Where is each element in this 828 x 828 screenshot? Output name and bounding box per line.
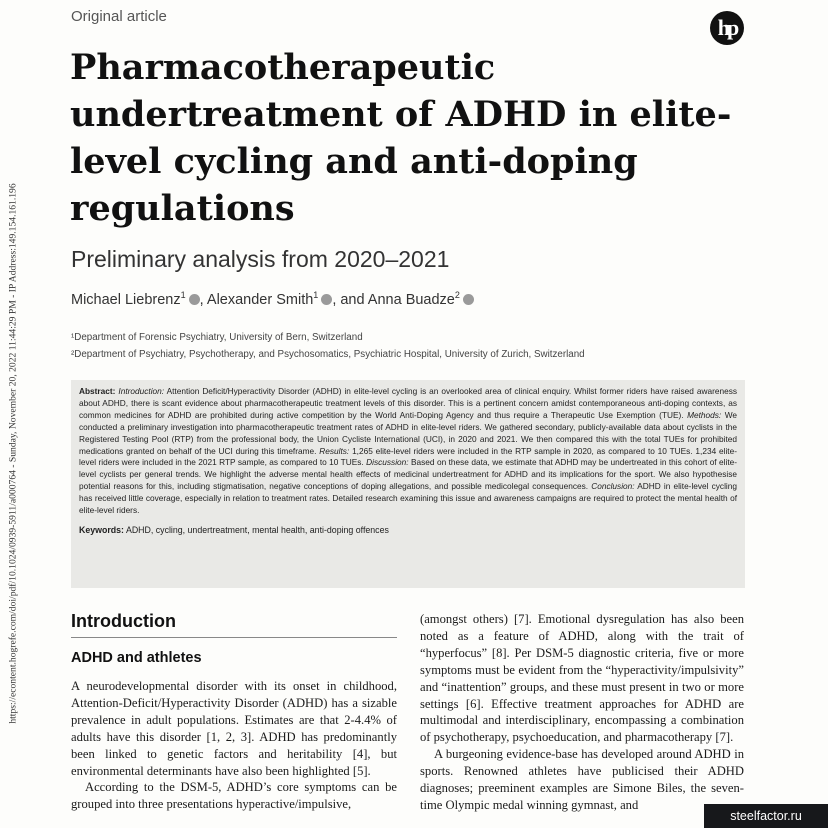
abstract-discussion: Based on these data, we estimate that ADHD may be undertreated in this cohort of elite-level cyclists per general trends. We highlight the adverse mental health effects of medicinal undertreatment for ADHD and its implications for the sport. We also hypothesise potential reasons for this, including stigmatisation, negative conceptions of doping allegations, and possible medicolegal consequences. [79, 457, 738, 492]
abstract-intro: Attention Deficit/Hyperactivity Disorder (ADHD) in elite-level cycling is an overlooked area of clinical enquiry. Whilst former riders have raised awareness about ADHD, there is scant evidence about pharmacotherapeutic treatment levels of this disorder. This is a pertinent concern amidst contemporaneous anti-doping contexts, as common medicines for ADHD are prohibited during active competition by the World Anti-Doping Agency and thus require a Therapeutic Use Exemption (TUE). [79, 386, 737, 420]
author-affiliation-marker: 2 [454, 290, 460, 300]
abstract-methods: We conducted a preliminary investigation into pharmacotherapeutic treatment rates of ADHD in elite-level riders. We gathered secondary, publicly-available data about cyclists in the Registered Testing Pool (RTP) from the professional body, the Union Cycliste International (UCI), in 2020 and 2021. We then compared this with the total TUEs for prohibited medications granted on behalf of the UCI during this timeframe. [79, 409, 737, 456]
article-type: Original article [71, 8, 167, 25]
watermark: steelfactor.ru [704, 804, 828, 828]
abstract-label: Abstract: [79, 386, 116, 396]
author-name: Anna Buadze [367, 291, 455, 308]
keywords-label: Keywords: [79, 524, 124, 535]
keywords-list: ADHD, cycling, undertreatment, mental health, anti-doping offences [125, 524, 389, 535]
article-title: Pharmacotherapeutic undertreatment of ADHD in elite-level cycling and anti-doping regulations [70, 47, 732, 229]
author-affiliation-marker: 1 [180, 290, 186, 300]
author-name: Alexander Smith [206, 291, 314, 308]
abstract-results-label: Results: [319, 445, 350, 456]
author-separator: , and [332, 291, 368, 308]
affiliation: ²Department of Psychiatry, Psychotherapy, and Psychosomatics, Psychiatric Hospital, University of Zurich, Switzerland [71, 349, 585, 360]
author-affiliation-marker: 1 [313, 290, 319, 300]
abstract-methods-label: Methods: [687, 409, 722, 420]
abstract-discussion-label: Discussion: [366, 457, 409, 468]
section-divider [71, 637, 397, 638]
body-paragraph: A burgeoning evidence-base has developed around ADHD in sports. Renowned athletes have publicised their ADHD diagnoses; preeminent examples are Simone Biles, the seven-time Olympic medal winning gymnast, and [420, 747, 744, 812]
article-subtitle: Preliminary analysis from 2020–2021 [71, 246, 450, 272]
abstract-box [71, 380, 745, 588]
abstract-conclusion-label: Conclusion: [591, 481, 635, 492]
publisher-logo-icon: hp [710, 11, 744, 45]
body-paragraph: A neurodevelopmental disorder with its onset in childhood, Attention-Deficit/Hyperactivity Disorder (ADHD) has a sizable prevalence in adult populations. Estimates are that 2-4.4% of adults have this disorder [1, 2, 3]. ADHD has predominantly been linked to genetic factors and heritability [4], but environmental determinants have also been highlighted [5]. [71, 679, 397, 778]
subsection-heading: ADHD and athletes [71, 650, 202, 666]
author-list [71, 290, 474, 308]
section-heading: Introduction [71, 611, 176, 631]
body-paragraph: (amongst others) [7]. Emotional dysregulation has also been noted as a feature of ADHD, along with the trait of “hyperfocus” [8]. Per DSM-5 diagnostic criteria, five or more symptoms must be evident from the “hyperactivity/impulsivity” and “inattention” groups, and these must present in two or more settings [6]. Effective treatment approaches for ADHD are multimodal and interdisciplinary, encompassing a combination of psychotherapy, psychoeducation, and pharmacotherapy [7]. [420, 612, 744, 745]
keywords [79, 525, 737, 535]
orcid-icon[interactable] [321, 294, 332, 305]
orcid-icon[interactable] [463, 294, 474, 305]
download-note-text: https://econtent.hogrefe.com/doi/pdf/10.1024/0939-5911/a000764 - Sunday, November 20, 2022 11:44:29 PM - IP Address:149.154.161.196 [7, 182, 19, 724]
body-column-right [420, 611, 744, 814]
abstract-intro-label: Introduction: [118, 386, 165, 396]
body-paragraph: According to the DSM-5, ADHD’s core symptoms can be grouped into three presentations hyperactive/impulsive, [71, 780, 397, 812]
abstract-conclusion: ADHD in elite-level cycling has received little coverage, especially in relation to treatment rates. Detailed research examining this issue and awareness campaigns are required to protect the mental health of elite-level riders. [79, 481, 737, 516]
abstract-text [79, 386, 737, 517]
abstract-results: 1,265 elite-level riders were included in the RTP sample in 2020, as compared to 10 TUEs. 1,234 elite-level riders were included in the 2021 RTP sample, as compared to 10 TUEs. [79, 445, 737, 468]
author-name: Michael Liebrenz [71, 291, 181, 308]
author-separator: , [199, 291, 207, 308]
affiliation: ¹Department of Forensic Psychiatry, University of Bern, Switzerland [71, 332, 363, 343]
download-note [6, 168, 20, 738]
body-column-left [71, 678, 397, 813]
orcid-icon[interactable] [189, 294, 200, 305]
